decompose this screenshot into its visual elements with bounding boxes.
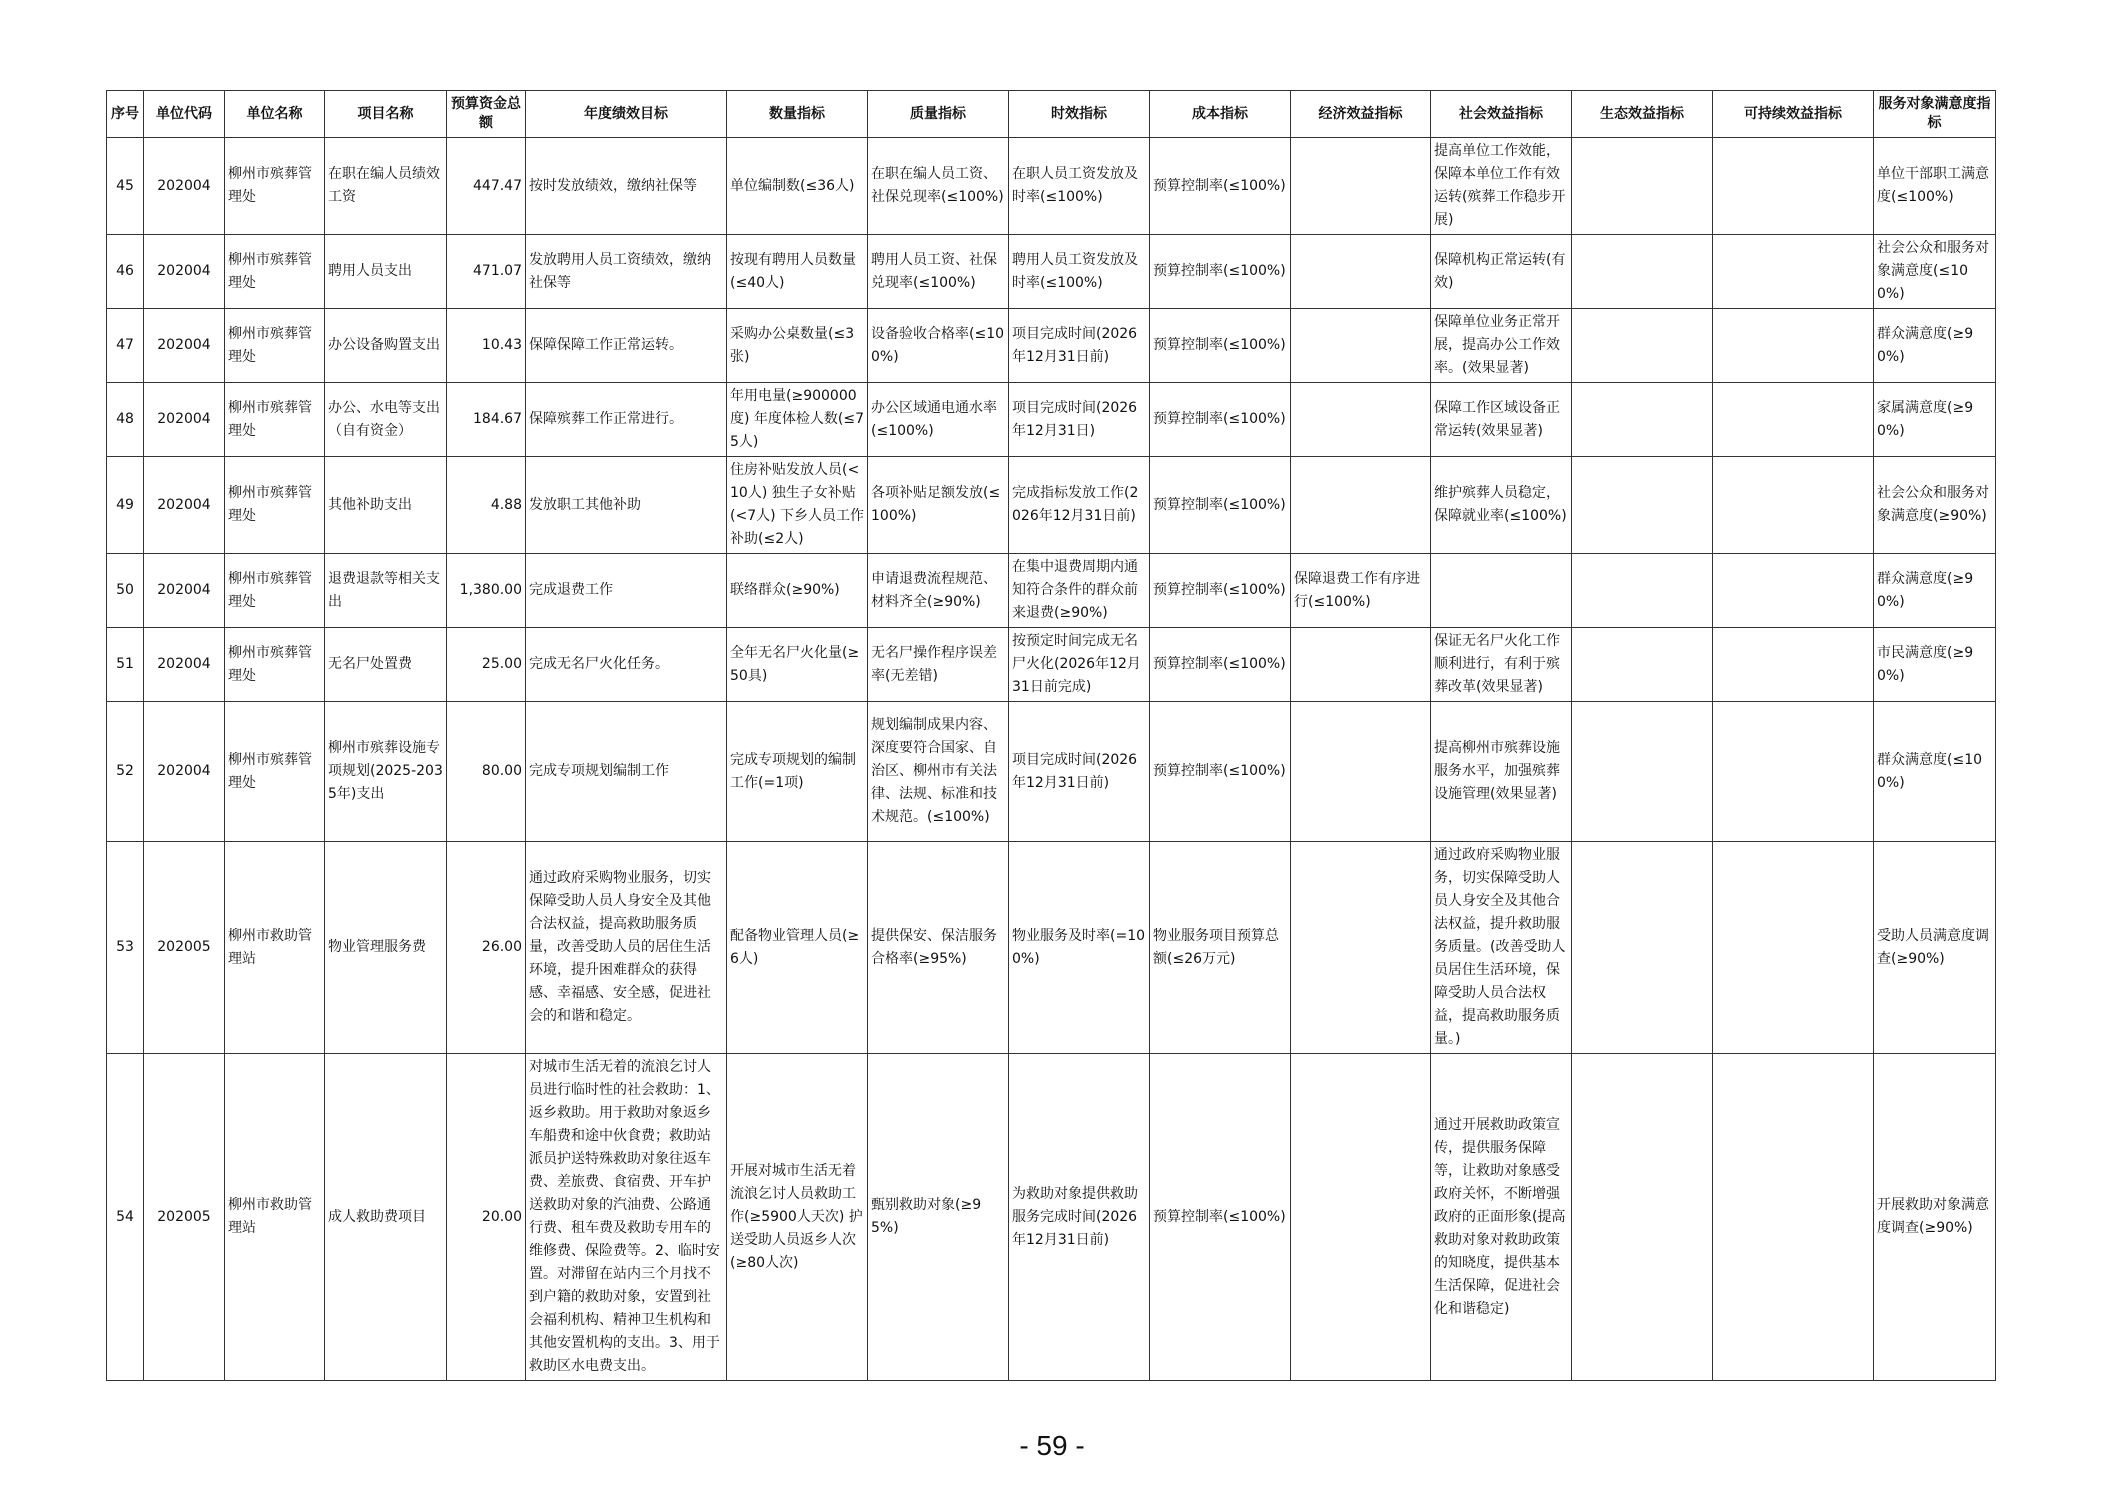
table-cell: 保障机构正常运转(有效) xyxy=(1431,235,1572,309)
table-cell: 群众满意度(≥90%) xyxy=(1874,554,1996,628)
table-cell xyxy=(1572,702,1713,842)
table-cell: 471.07 xyxy=(447,235,526,309)
table-cell: 按现有聘用人员数量(≤40人) xyxy=(727,235,868,309)
table-cell: 全年无名尸火化量(≥50具) xyxy=(727,628,868,702)
table-cell: 采购办公桌数量(≤3张) xyxy=(727,309,868,383)
table-cell: 47 xyxy=(107,309,144,383)
table-cell xyxy=(1713,235,1874,309)
table-cell: 202005 xyxy=(144,842,225,1054)
table-cell xyxy=(1572,842,1713,1054)
table-cell: 柳州市殡葬管理处 xyxy=(225,383,325,457)
table-cell: 项目完成时间(2026年12月31日) xyxy=(1009,383,1150,457)
table-cell: 办公区域通电通水率(≤100%) xyxy=(868,383,1009,457)
table-cell: 甄别救助对象(≥95%) xyxy=(868,1054,1009,1381)
table-cell: 受助人员满意度调查(≥90%) xyxy=(1874,842,1996,1054)
table-cell: 10.43 xyxy=(447,309,526,383)
table-cell: 对城市生活无着的流浪乞讨人员进行临时性的社会救助：1、返乡救助。用于救助对象返乡车船费和途中伙食费；救助站派员护送特殊救助对象往返车费、差旅费、食宿费、开车护送救助对象的汽油费、公路通行费、租车费及救助专用车的维修费、保险费等。2、临时安置。对滞留在站内三个月找不到户籍的救助对象，安置到社会福利机构、精神卫生机构和其他安置机构的支出。3、用于救助区水电费支出。 xyxy=(526,1054,727,1381)
table-cell xyxy=(1713,628,1874,702)
table-row xyxy=(107,554,1996,628)
table-cell: 202004 xyxy=(144,383,225,457)
table-cell: 46 xyxy=(107,235,144,309)
table-cell xyxy=(1713,309,1874,383)
table-cell: 预算控制率(≤100%) xyxy=(1150,383,1291,457)
table-cell xyxy=(1713,457,1874,554)
table-cell: 单位编制数(≤36人) xyxy=(727,138,868,235)
column-header: 数量指标 xyxy=(727,91,868,138)
table-cell: 群众满意度(≤100%) xyxy=(1874,702,1996,842)
table-cell: 完成指标发放工作(2026年12月31日前) xyxy=(1009,457,1150,554)
table-cell: 通过政府采购物业服务，切实保障受助人员人身安全及其他合法权益，提高救助服务质量，改善受助人员的居住生活环境，提升困难群众的获得感、幸福感、安全感，促进社会的和谐和稳定。 xyxy=(526,842,727,1054)
table-cell: 预算控制率(≤100%) xyxy=(1150,235,1291,309)
table-header-row xyxy=(107,91,1996,138)
table-cell xyxy=(1713,138,1874,235)
table-cell xyxy=(1572,457,1713,554)
page-number: - 59 - xyxy=(1019,1430,1085,1461)
table-cell: 成人救助费项目 xyxy=(325,1054,447,1381)
column-header: 可持续效益指标 xyxy=(1713,91,1874,138)
table-body xyxy=(107,138,1996,1381)
table-cell: 提高单位工作效能，保障本单位工作有效运转(殡葬工作稳步开展) xyxy=(1431,138,1572,235)
column-header: 预算资金总额 xyxy=(447,91,526,138)
table-cell xyxy=(1713,1054,1874,1381)
table-row xyxy=(107,383,1996,457)
table-cell: 预算控制率(≤100%) xyxy=(1150,554,1291,628)
table-cell: 保障保障工作正常运转。 xyxy=(526,309,727,383)
column-header: 生态效益指标 xyxy=(1572,91,1713,138)
table-cell: 45 xyxy=(107,138,144,235)
column-header: 年度绩效目标 xyxy=(526,91,727,138)
table-cell xyxy=(1291,702,1431,842)
table-cell: 202004 xyxy=(144,554,225,628)
table-cell: 退费退款等相关支出 xyxy=(325,554,447,628)
table-cell: 184.67 xyxy=(447,383,526,457)
table-cell: 聘用人员工资发放及时率(≤100%) xyxy=(1009,235,1150,309)
table-cell: 保障工作区域设备正常运转(效果显著) xyxy=(1431,383,1572,457)
column-header: 项目名称 xyxy=(325,91,447,138)
table-cell xyxy=(1572,1054,1713,1381)
table-cell xyxy=(1572,628,1713,702)
table-cell: 物业服务及时率(=100%) xyxy=(1009,842,1150,1054)
table-cell: 202004 xyxy=(144,628,225,702)
table-cell: 柳州市殡葬管理处 xyxy=(225,628,325,702)
table-cell xyxy=(1713,702,1874,842)
table-cell xyxy=(1431,554,1572,628)
table-cell: 保证无名尸火化工作顺利进行，有利于殡葬改革(效果显著) xyxy=(1431,628,1572,702)
table-cell: 办公设备购置支出 xyxy=(325,309,447,383)
table-cell: 预算控制率(≤100%) xyxy=(1150,138,1291,235)
table-cell: 住房补贴发放人员(<10人) 独生子女补贴(<7人) 下乡人员工作补助(≤2人) xyxy=(727,457,868,554)
table-cell: 49 xyxy=(107,457,144,554)
table-cell: 办公、水电等支出（自有资金） xyxy=(325,383,447,457)
column-header: 成本指标 xyxy=(1150,91,1291,138)
table-cell: 预算控制率(≤100%) xyxy=(1150,1054,1291,1381)
table-cell xyxy=(1713,842,1874,1054)
table-cell: 物业管理服务费 xyxy=(325,842,447,1054)
table-cell xyxy=(1291,383,1431,457)
table-cell: 提高柳州市殡葬设施服务水平，加强殡葬设施管理(效果显著) xyxy=(1431,702,1572,842)
table-cell: 项目完成时间(2026年12月31日前) xyxy=(1009,309,1150,383)
table-cell xyxy=(1572,235,1713,309)
table-cell: 4.88 xyxy=(447,457,526,554)
table-cell: 202004 xyxy=(144,457,225,554)
column-header: 质量指标 xyxy=(868,91,1009,138)
table-cell: 保障单位业务正常开展，提高办公工作效率。(效果显著) xyxy=(1431,309,1572,383)
table-cell: 在集中退费周期内通知符合条件的群众前来退费(≥90%) xyxy=(1009,554,1150,628)
table-cell: 市民满意度(≥90%) xyxy=(1874,628,1996,702)
table-cell: 50 xyxy=(107,554,144,628)
table-row xyxy=(107,138,1996,235)
table-cell: 202004 xyxy=(144,309,225,383)
column-header: 时效指标 xyxy=(1009,91,1150,138)
table-cell: 柳州市殡葬管理处 xyxy=(225,702,325,842)
table-cell: 发放职工其他补助 xyxy=(526,457,727,554)
table-cell: 聘用人员工资、社保兑现率(≤100%) xyxy=(868,235,1009,309)
table-cell: 柳州市救助管理站 xyxy=(225,1054,325,1381)
table-cell: 1,380.00 xyxy=(447,554,526,628)
table-row xyxy=(107,842,1996,1054)
table-cell: 447.47 xyxy=(447,138,526,235)
table-cell: 开展对城市生活无着流浪乞讨人员救助工作(≥5900人天次) 护送受助人员返乡人次(≥80人次) xyxy=(727,1054,868,1381)
table-cell: 25.00 xyxy=(447,628,526,702)
table-cell xyxy=(1291,842,1431,1054)
table-cell: 单位干部职工满意度(≤100%) xyxy=(1874,138,1996,235)
table-cell: 202004 xyxy=(144,235,225,309)
table-cell: 保障殡葬工作正常进行。 xyxy=(526,383,727,457)
table-cell: 其他补助支出 xyxy=(325,457,447,554)
table-cell: 在职在编人员绩效工资 xyxy=(325,138,447,235)
table-cell: 年用电量(≥900000度) 年度体检人数(≤75人) xyxy=(727,383,868,457)
table-cell: 各项补贴足额发放(≤100%) xyxy=(868,457,1009,554)
table-cell: 柳州市殡葬管理处 xyxy=(225,138,325,235)
table-cell: 202004 xyxy=(144,702,225,842)
table-cell: 项目完成时间(2026年12月31日前) xyxy=(1009,702,1150,842)
table-cell: 预算控制率(≤100%) xyxy=(1150,457,1291,554)
table-cell: 20.00 xyxy=(447,1054,526,1381)
table-cell: 社会公众和服务对象满意度(≥90%) xyxy=(1874,457,1996,554)
table-cell: 维护殡葬人员稳定，保障就业率(≤100%) xyxy=(1431,457,1572,554)
table-cell: 柳州市救助管理站 xyxy=(225,842,325,1054)
table-cell: 202005 xyxy=(144,1054,225,1381)
table-cell: 完成专项规划编制工作 xyxy=(526,702,727,842)
table-cell: 在职在编人员工资、社保兑现率(≤100%) xyxy=(868,138,1009,235)
table-cell xyxy=(1572,138,1713,235)
column-header: 序号 xyxy=(107,91,144,138)
table-cell: 柳州市殡葬管理处 xyxy=(225,309,325,383)
table-cell xyxy=(1713,383,1874,457)
column-header: 服务对象满意度指标 xyxy=(1874,91,1996,138)
table-cell: 为救助对象提供救助服务完成时间(2026年12月31日前) xyxy=(1009,1054,1150,1381)
table-cell: 48 xyxy=(107,383,144,457)
table-cell: 聘用人员支出 xyxy=(325,235,447,309)
column-header: 经济效益指标 xyxy=(1291,91,1431,138)
table-cell: 完成无名尸火化任务。 xyxy=(526,628,727,702)
column-header: 单位名称 xyxy=(225,91,325,138)
table-cell: 54 xyxy=(107,1054,144,1381)
column-header: 社会效益指标 xyxy=(1431,91,1572,138)
performance-table xyxy=(106,90,1996,1381)
table-cell: 群众满意度(≥90%) xyxy=(1874,309,1996,383)
table-cell: 26.00 xyxy=(447,842,526,1054)
table-cell: 申请退费流程规范、材料齐全(≥90%) xyxy=(868,554,1009,628)
table-cell xyxy=(1291,628,1431,702)
table-cell: 完成退费工作 xyxy=(526,554,727,628)
table-cell: 预算控制率(≤100%) xyxy=(1150,309,1291,383)
table-cell: 柳州市殡葬管理处 xyxy=(225,235,325,309)
table-cell xyxy=(1291,235,1431,309)
table-row xyxy=(107,1054,1996,1381)
table-cell: 柳州市殡葬管理处 xyxy=(225,554,325,628)
table-cell: 设备验收合格率(≤100%) xyxy=(868,309,1009,383)
table-cell: 完成专项规划的编制工作(=1项) xyxy=(727,702,868,842)
table-cell: 开展救助对象满意度调查(≥90%) xyxy=(1874,1054,1996,1381)
table-cell: 柳州市殡葬设施专项规划(2025-2035年)支出 xyxy=(325,702,447,842)
table-cell: 物业服务项目预算总额(≤26万元) xyxy=(1150,842,1291,1054)
table-cell: 家属满意度(≥90%) xyxy=(1874,383,1996,457)
table-cell xyxy=(1291,457,1431,554)
table-cell: 52 xyxy=(107,702,144,842)
table-cell: 预算控制率(≤100%) xyxy=(1150,628,1291,702)
table-row xyxy=(107,628,1996,702)
table-cell xyxy=(1713,554,1874,628)
table-cell: 无名尸操作程序误差率(无差错) xyxy=(868,628,1009,702)
table-cell: 51 xyxy=(107,628,144,702)
table-cell: 通过政府采购物业服务，切实保障受助人员人身安全及其他合法权益，提升救助服务质量。(改善受助人员居住生活环境，保障受助人员合法权益，提高救助服务质量。) xyxy=(1431,842,1572,1054)
table-cell: 柳州市殡葬管理处 xyxy=(225,457,325,554)
table-row xyxy=(107,457,1996,554)
table-cell xyxy=(1291,138,1431,235)
table-cell: 53 xyxy=(107,842,144,1054)
table-row xyxy=(107,235,1996,309)
column-header: 单位代码 xyxy=(144,91,225,138)
table-cell: 社会公众和服务对象满意度(≤100%) xyxy=(1874,235,1996,309)
table-cell: 规划编制成果内容、深度要符合国家、自治区、柳州市有关法律、法规、标准和技术规范。(≤100%) xyxy=(868,702,1009,842)
table-cell: 无名尸处置费 xyxy=(325,628,447,702)
table-cell: 发放聘用人员工资绩效，缴纳社保等 xyxy=(526,235,727,309)
table-cell: 通过开展救助政策宣传，提供服务保障等，让救助对象感受政府关怀，不断增强政府的正面形象(提高救助对象对救助政策的知晓度，提供基本生活保障，促进社会化和谐稳定) xyxy=(1431,1054,1572,1381)
table-cell: 预算控制率(≤100%) xyxy=(1150,702,1291,842)
table-cell: 80.00 xyxy=(447,702,526,842)
table-cell: 按时发放绩效，缴纳社保等 xyxy=(526,138,727,235)
table-cell: 联络群众(≥90%) xyxy=(727,554,868,628)
table-cell xyxy=(1291,1054,1431,1381)
table-cell: 保障退费工作有序进行(≤100%) xyxy=(1291,554,1431,628)
table-cell: 在职人员工资发放及时率(≤100%) xyxy=(1009,138,1150,235)
table-cell xyxy=(1572,383,1713,457)
table-cell xyxy=(1291,309,1431,383)
table-cell: 提供保安、保洁服务合格率(≥95%) xyxy=(868,842,1009,1054)
table-row xyxy=(107,702,1996,842)
table-cell: 配备物业管理人员(≥6人) xyxy=(727,842,868,1054)
table-cell xyxy=(1572,309,1713,383)
table-cell: 按预定时间完成无名尸火化(2026年12月31日前完成) xyxy=(1009,628,1150,702)
table-cell xyxy=(1572,554,1713,628)
table-row xyxy=(107,309,1996,383)
table-cell: 202004 xyxy=(144,138,225,235)
